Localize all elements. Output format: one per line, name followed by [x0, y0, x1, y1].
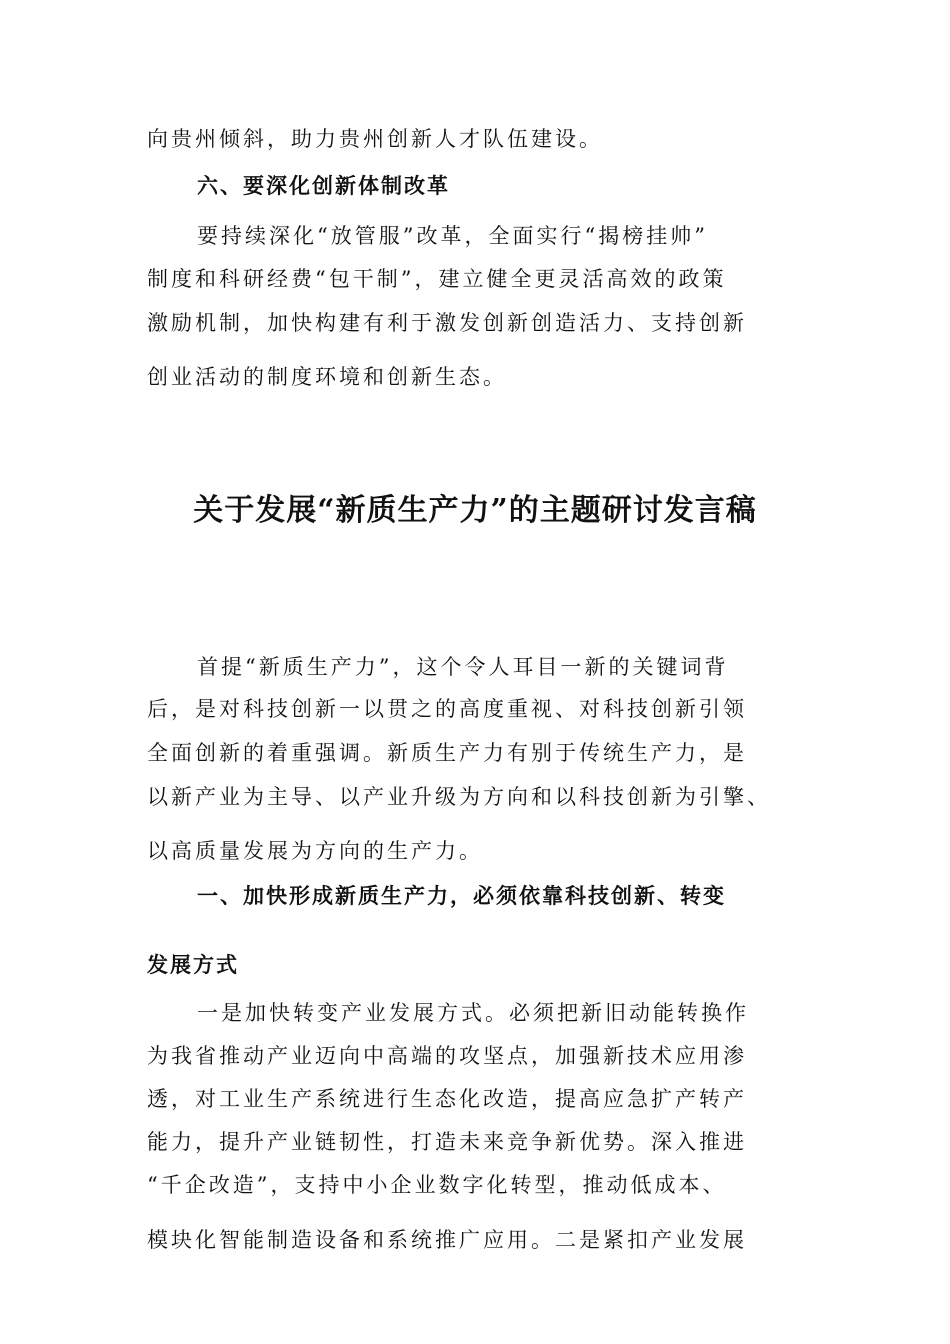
paragraph-line: 要持续深化“放管服”改革，全面实行“揭榜挂帅”	[197, 224, 708, 248]
paragraph-line: 以新产业为主导、以产业升级为方向和以科技创新为引擎、	[147, 785, 771, 809]
paragraph-line: 一是加快转变产业发展方式。必须把新旧动能转换作	[197, 1001, 749, 1025]
paragraph-line: 模块化智能制造设备和系统推广应用。二是紧扣产业发展	[147, 1228, 747, 1252]
paragraph-line: 制度和科研经费“包干制”，建立健全更灵活高效的政策	[147, 267, 727, 291]
paragraph-line: “千企改造”，支持中小企业数字化转型，推动低成本、	[147, 1173, 727, 1197]
paragraph-line: 能力，提升产业链韧性，打造未来竞争新优势。深入推进	[147, 1130, 747, 1154]
paragraph-line: 全面创新的着重强调。新质生产力有别于传统生产力，是	[147, 741, 747, 765]
paragraph-line: 为我省推动产业迈向中高端的攻坚点，加强新技术应用渗	[147, 1044, 747, 1068]
section-heading: 一、加快形成新质生产力，必须依靠科技创新、转变	[197, 883, 726, 908]
section-heading-continuation: 发展方式	[147, 952, 239, 977]
section-heading: 六、要深化创新体制改革	[197, 173, 450, 198]
paragraph-line: 向贵州倾斜，助力贵州创新人才队伍建设。	[147, 127, 603, 151]
paragraph-line: 透，对工业生产系统进行生态化改造，提高应急扩产转产	[147, 1087, 747, 1111]
paragraph-line: 以高质量发展为方向的生产力。	[147, 839, 483, 863]
paragraph-line: 后，是对科技创新一以贯之的高度重视、对科技创新引领	[147, 697, 747, 721]
paragraph-line: 首提“新质生产力”，这个令人耳目一新的关键词背	[197, 655, 729, 679]
article-title: 关于发展“新质生产力”的主题研讨发言稿	[193, 493, 757, 528]
paragraph-line: 创业活动的制度环境和创新生态。	[147, 365, 507, 389]
paragraph-line: 激励机制，加快构建有利于激发创新创造活力、支持创新	[147, 311, 747, 335]
